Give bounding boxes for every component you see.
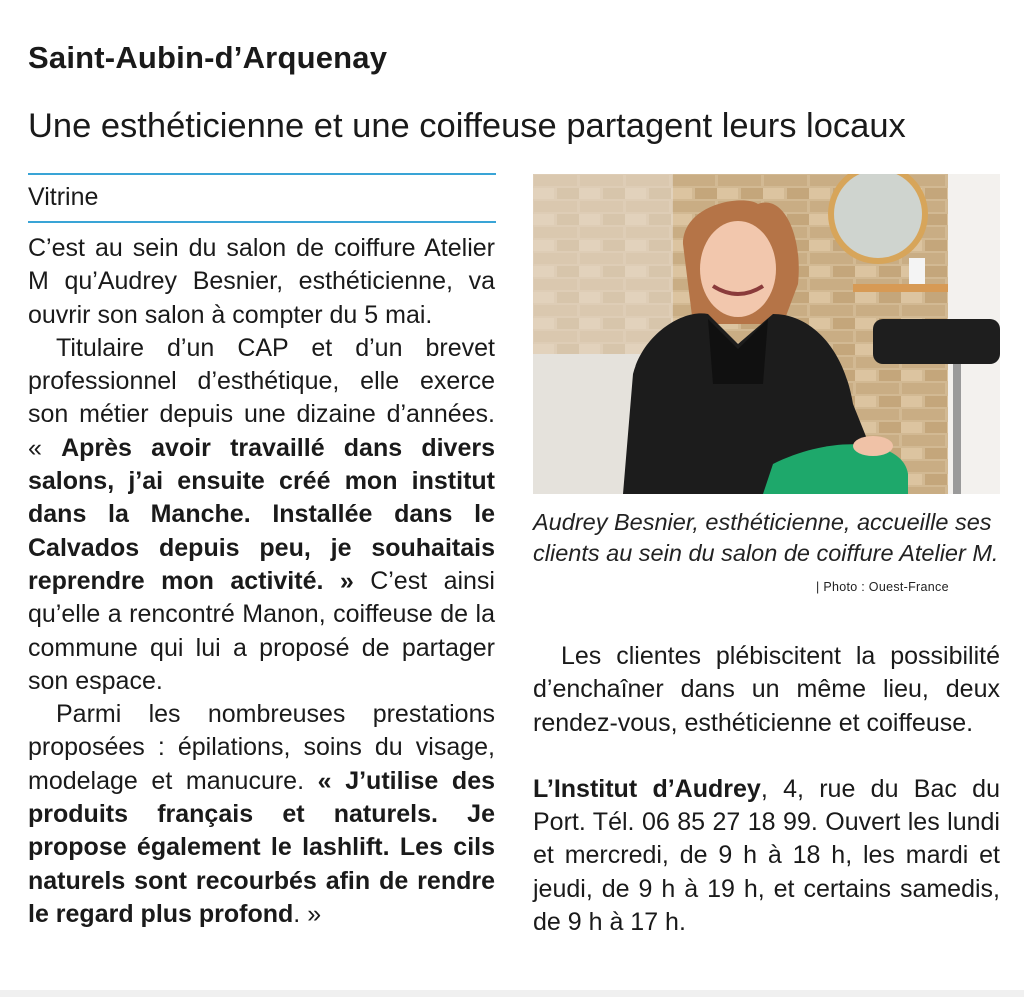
quote-1-end: » — [323, 566, 354, 595]
right-column — [533, 640, 1000, 939]
institute-details: , 4, rue du Bac du Port. Tél. 06 85 27 18 99. Ouvert les lundi et mercredi, de 9 h à 18 h, les mardi et jeudi, de 9 h à 19 h, et certains samedis, de 9 h à 17 h. — [533, 774, 1000, 937]
left-column — [28, 232, 495, 931]
quote-2: « J’utilise des produits français et naturels. Je propose également le lashlift. Les cils naturels sont recourbés afin de rendre le regard plus profond — [28, 766, 496, 928]
rubric-label: Vitrine — [28, 183, 99, 211]
paragraph-2-intro: Titulaire d’un CAP et d’un brevet professionnel d’esthétique, elle exerce son métier depuis une dizaine d’années. « — [28, 333, 495, 462]
photo-credit: | Photo : Ouest-France — [816, 580, 949, 594]
institute-name: L’Institut d’Audrey — [533, 774, 761, 803]
paragraph-3 — [28, 698, 495, 931]
quote-1: Après avoir travaillé dans divers salons, j’ai ensuite créé mon institut dans la Manche. Installée dans le Calvados depuis peu, je souhaitais reprendre mon activité. — [28, 433, 495, 595]
photo-illustration — [533, 174, 1000, 494]
wall-shelf — [853, 284, 948, 292]
quote-2-end: . » — [293, 899, 322, 928]
practical-info — [533, 773, 1000, 939]
paragraph-3-intro: Parmi les nombreuses prestations proposées : épilations, soins du visage, modelage et manucure. — [28, 700, 495, 795]
barber-chair — [873, 319, 1000, 364]
paragraph-1: C’est au sein du salon de coiffure Atelier M qu’Audrey Besnier, esthéticienne, va ouvrir son salon à compter du 5 mai. — [28, 234, 495, 329]
rubric-rule-top — [28, 173, 496, 175]
photo-caption: Audrey Besnier, esthéticienne, accueille ses clients au sein du salon de coiffure Atelier M. — [533, 509, 999, 566]
article-photo — [533, 174, 1000, 494]
paragraph-2-end: C’est ainsi qu’elle a rencontré Manon, coiffeuse de la commune qui lui a proposé de partager son espace. — [28, 566, 495, 695]
rubric-rule-bottom — [28, 221, 496, 223]
page-edge — [0, 990, 1024, 997]
town-name: Saint-Aubin-d’Arquenay — [28, 40, 388, 75]
article-headline: Une esthéticienne et une coiffeuse partagent leurs locaux — [28, 107, 906, 145]
face — [700, 221, 776, 317]
paragraph-2 — [28, 332, 495, 698]
paragraph-4: Les clientes plébiscitent la possibilité d’enchaîner dans un même lieu, deux rendez-vous, esthéticienne et coiffeuse. — [533, 642, 1000, 737]
